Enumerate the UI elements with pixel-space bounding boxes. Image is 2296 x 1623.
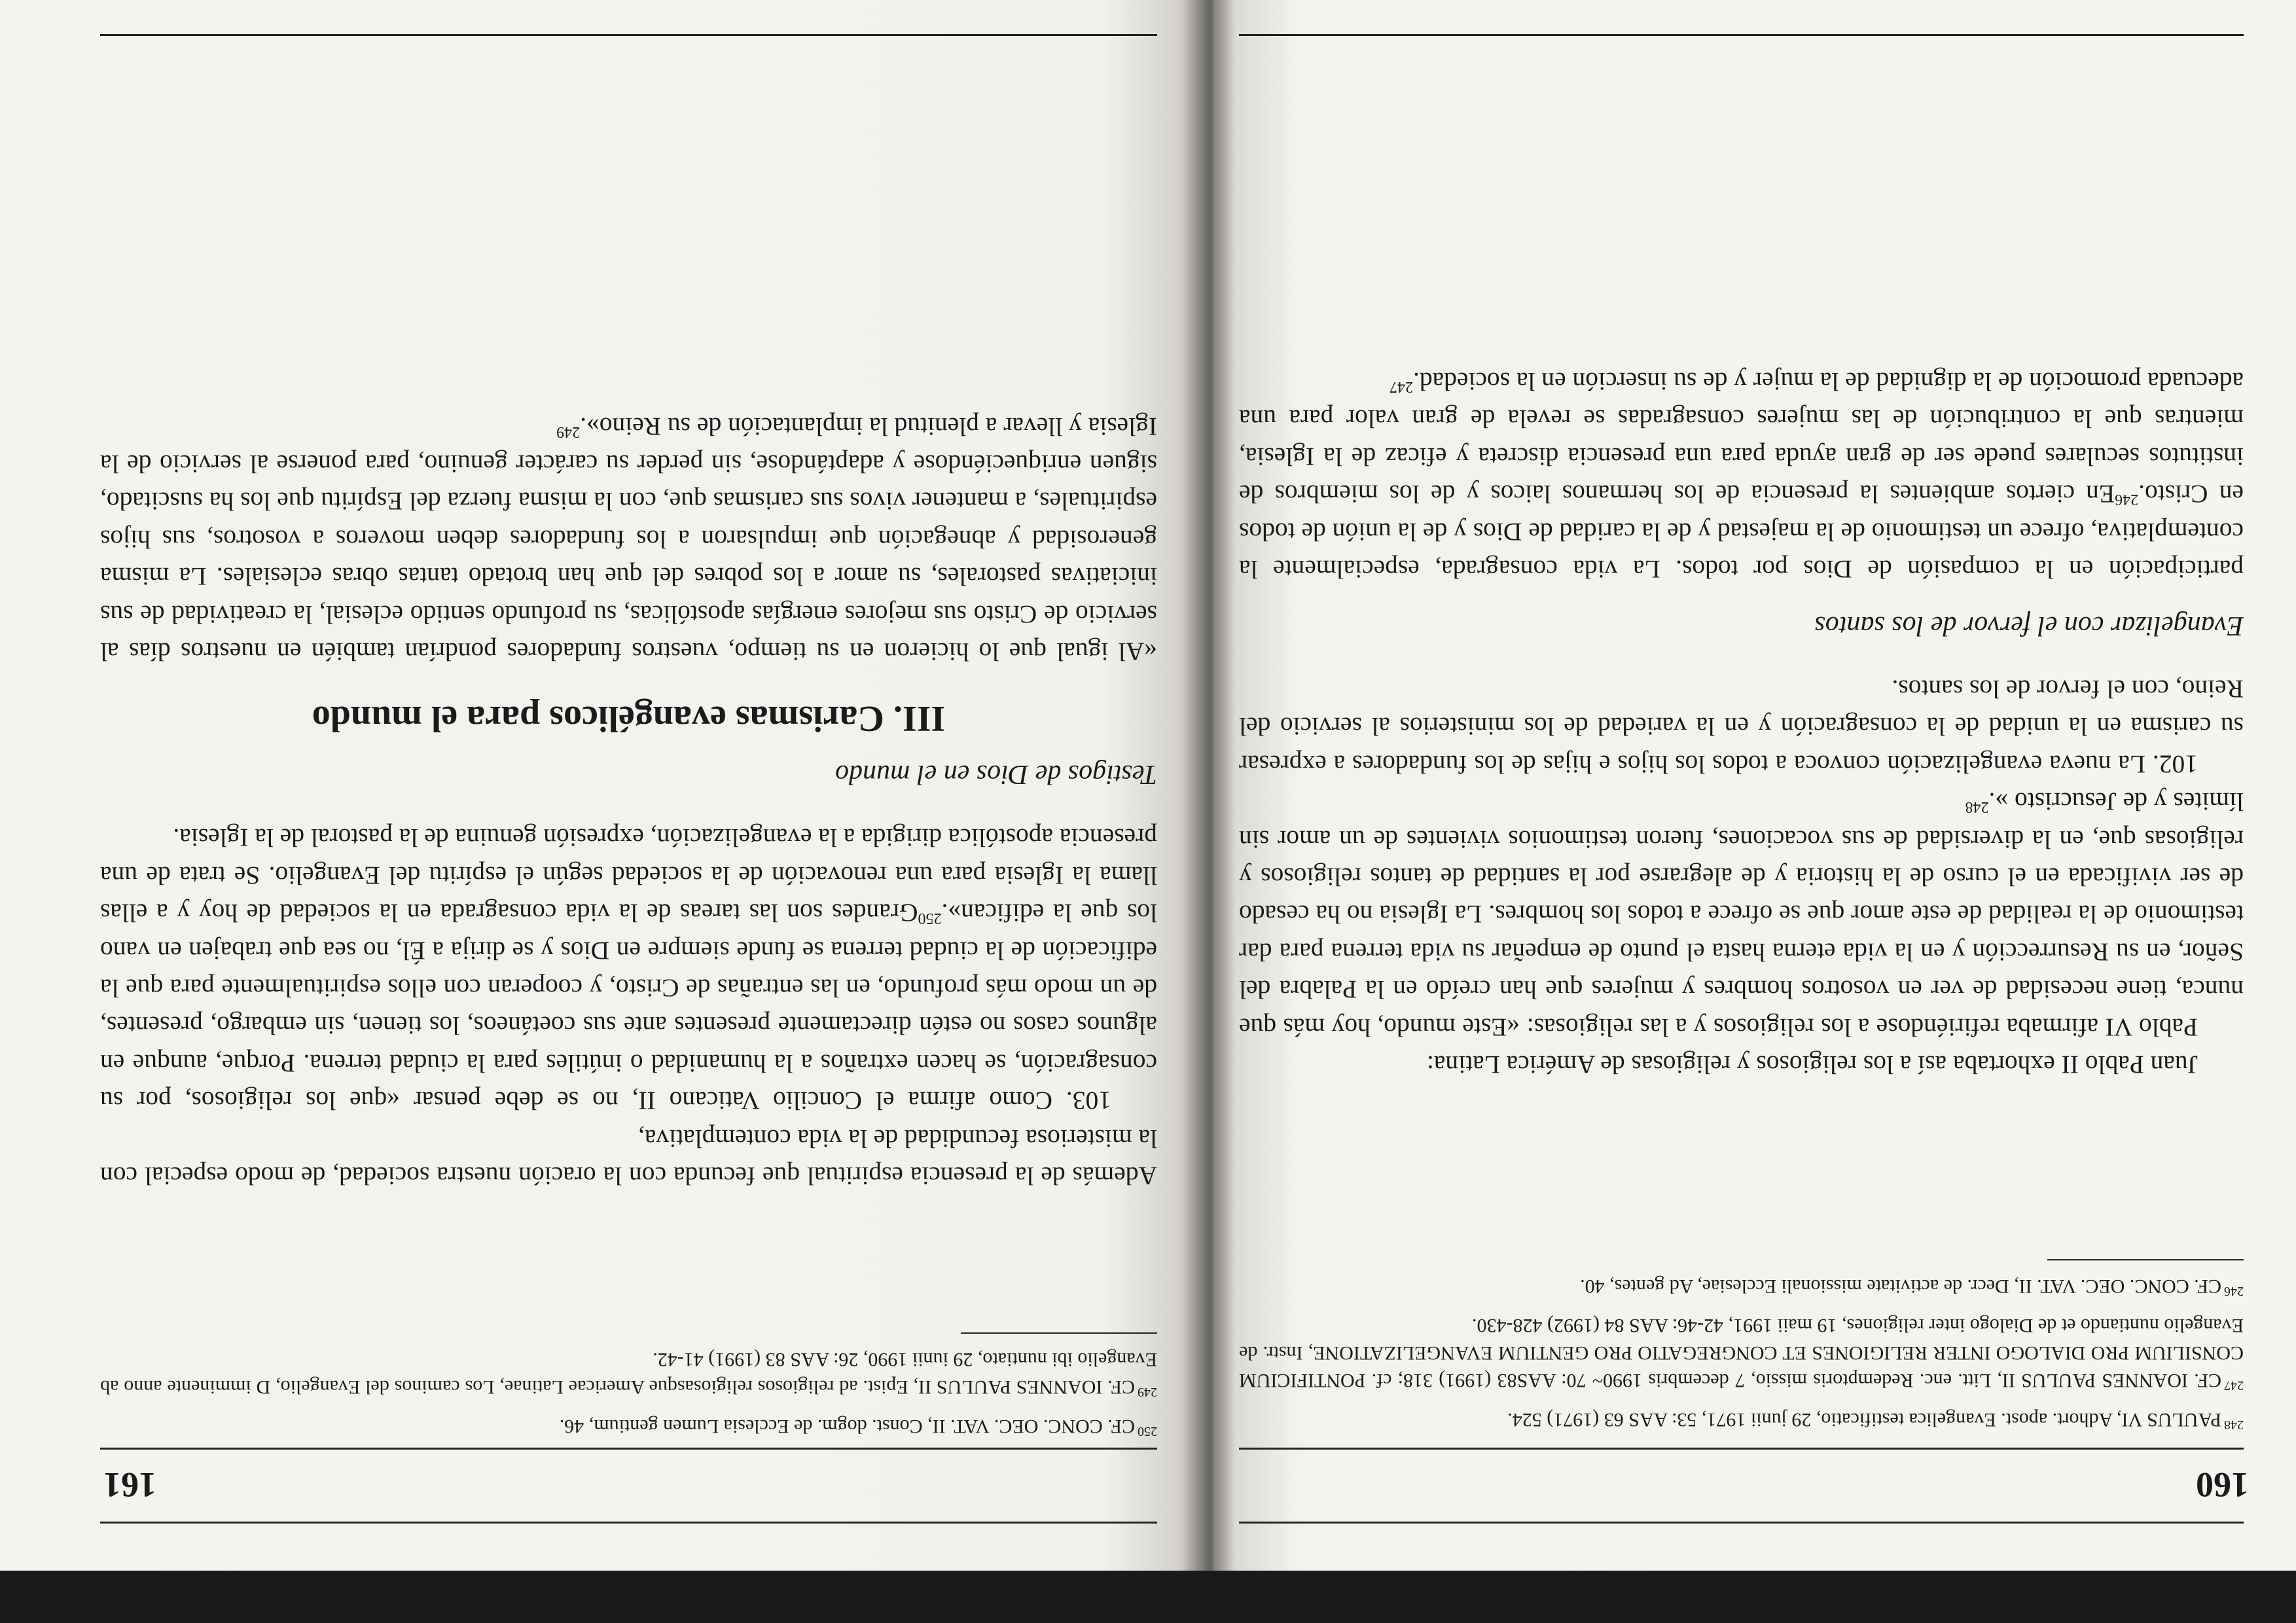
paragraph-ademas: Además de la presencia espiritual que fecunda con la oración nuestra sociedad, de modo especial con la misteriosa fecundidad de la vida contemplativa,: [100, 1124, 1157, 1190]
subheading-testigos: Testigos de Dios en el mundo: [835, 758, 1157, 789]
page-160: [1213, 0, 2296, 1571]
header-rule-bottom: [1239, 1448, 2244, 1450]
subheading-evangelizar: Evangelizar con el fervor de los santos: [1814, 610, 2244, 641]
quote-juan-pablo: «Al igual que lo hicieron en su tiempo, vuestros fundadores pondrían también en nuestros días al servicio de Cristo sus mejores energías apostólicas, su profundo sentido eclesial, la creatividad de sus iniciativas pastorales, su amor a los pobres del que han brotado tantas obras eclesiales. La misma generosidad y abnegación que impulsaron a los fundadores deben moveros a vosotros, sus hijos espirituales, a mantener vivos sus carismas que, con la misma fuerza del Espíritu que los ha suscitado, siguen enriqueciéndose y adaptándose, sin perder su carácter genuino, para ponerse al servicio de la Iglesia y llevar a plenitud la implantación de su Reino».$^{249}$: [100, 412, 1157, 667]
paragraph-102: 102. La nueva evangelización convoca a todos los hijos e hijas de los fundadores a expresar su carisma en la unidad de la consagración y en la variedad de los ministerios al servicio del Reino, con el fervor de los santos.: [1239, 674, 2244, 779]
header-rule-top: [1239, 1522, 2244, 1524]
footnote-separator: [961, 1332, 1157, 1334]
footnote-249: $^{249}$CF. IOANNES PAULUS II, Epist. ad religiosos religiosasque Americae Latinae, Los caminos del Evangelio, D imminente anno ab Evangelio ibi nuntiato, 29 iunii 1990, 26: AAS 83 (1991) 41-42.: [100, 1349, 1157, 1399]
header-rule-top: [100, 1522, 1157, 1524]
folio-161: 161: [103, 1465, 156, 1505]
footnote-separator: [2047, 1259, 2244, 1260]
header-rule-bottom: [100, 1448, 1157, 1450]
paragraph-continuation: participación en la compasión de Dios por todos. La vida consagrada, especialmente la contemplativa, ofrece un testimonio de la majestad y de la caridad de Dios y de la unión de todos en Cristo.$^{246}$En ciertos ambientes la presencia de los hermanos laicos y de los miembros de institutos seculares puede ser de gran ayuda para una presencia discreta y eficaz de la Iglesia, mientras que la contribución de las mujeres consagradas se revela de gran valor para una adecuada promoción de la dignidad de la mujer y de su inserción en la sociedad.$^{247}$: [1239, 367, 2244, 584]
paragraph-102-quote-intro: Juan Pablo II exhortaba así a los religiosos y religiosas de América Latina:: [1426, 1050, 2198, 1079]
footnotes-161: [100, 1315, 1157, 1440]
footnotes-160: [1239, 1242, 2244, 1433]
section-title: III. Carismas evangélicos para el mundo: [312, 698, 946, 739]
footer-rule: [100, 34, 1157, 36]
body-161: [100, 407, 1157, 1194]
footnote-246: $^{246}$CF. CONC. OEC. VAT. II, Decr. de activitate missionali Ecclesiae, Ad gentes, 40.: [1580, 1275, 2244, 1298]
paragraph-103: 103. Como afirma el Concilio Vaticano II, no se debe pensar «que los religiosos, por su consagración, se hacen extraños a la humanidad o inútiles para la ciudad terrena. Porque, aunque en algunos casos no estén directamente presentes ante sus coetáneos, los tienen, sin embargo, presentes, de un modo más profundo, en las entrañas de Cristo, y cooperan con ellos espiritualmente para que la edificación de la ciudad terrena se funde siempre en Dios y se dirija a Él, no sea que trabajen en vano los que la edifican».$^{250}$Grandes son las tareas de la vida consagrada en la sociedad de hoy y a ellas llama la Iglesia para una renovación de la sociedad según el espíritu del Evangelio. Se trata de una presencia apostólica dirigida a la evangelización, expresión genuina de la pastoral de la Iglesia.: [100, 823, 1157, 1116]
footnote-250: $^{250}$CF. CONC. OEC. VAT. II, Const. dogm. de Ecclesia Lumen gentium, 46.: [559, 1416, 1157, 1438]
footnote-247: $^{247}$CF. IOANNES PAULUS II, Litt. enc. Redemptoris missio, 7 decembris 1990~ 70: AAS83 (1991) 318; cf. PONTIFICIUM CONSILIUM PRO DIALOGO INTER RELIGIONES ET CONGREGATIO PRO GENTIUM EVANGELIZATIONE, Instr. de Evangelio nuntiando et de Dialogo inter religiones, 19 maii 1991, 42-46: AAS 84 (1992) 428-430.: [1239, 1315, 2244, 1393]
body-160: [1239, 363, 2244, 1083]
footnote-248: $^{248}$PAULUS VI, Adhort. apost. Evangelica testificatio, 29 junii 1971, 53: AAS 63 (1971) 524.: [1507, 1409, 2244, 1432]
paragraph-pablo-vi: Pablo VI afirmaba refiriéndose a los religiosos y a las religiosas: «Este mundo, hoy más que nunca, tiene necesidad de ver en vosotros hombres y mujeres que han creído en la Palabra del Señor, en su Resurrección y en la vida eterna hasta el punto de empeñar su vida terrena para dar testimonio de la realidad de este amor que se ofrece a todos los hombres. La Iglesia no ha cesado de ser vivificada en el curso de la historia y de alegrarse por la santidad de tantos religiosos y religiosas que, en la diversidad de sus vocaciones, fueron testimonios vivientes de un amor sin límites y de Jesucristo ».$^{248}$: [1239, 787, 2244, 1042]
footer-rule: [1239, 34, 2244, 36]
folio-160: 160: [2196, 1465, 2249, 1505]
